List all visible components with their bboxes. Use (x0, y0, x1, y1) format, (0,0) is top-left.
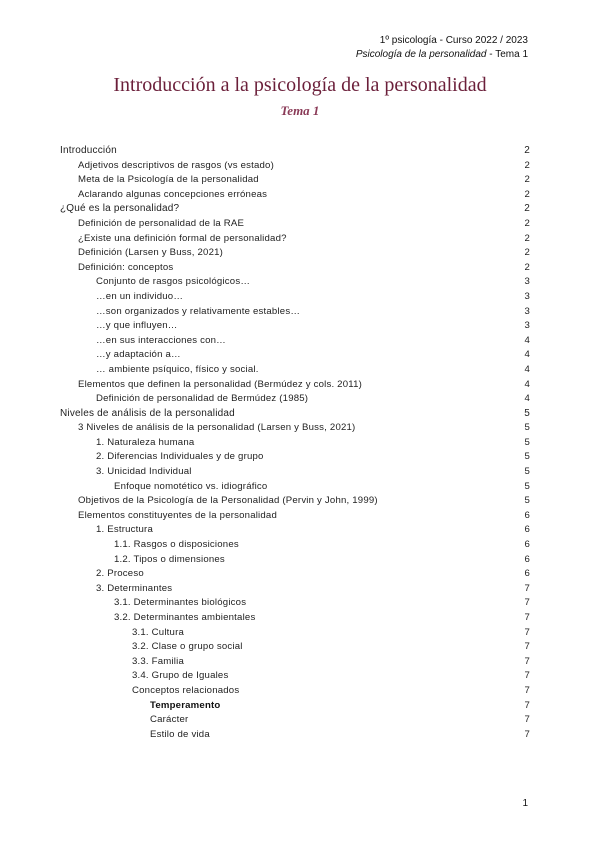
toc-entry-label: Enfoque nomotético vs. idiográfico (114, 480, 268, 492)
toc-entry-label: Temperamento (150, 699, 221, 711)
toc-entry-page: 2 (524, 232, 530, 244)
toc-entry-label: 3. Determinantes (96, 582, 173, 594)
toc-entry[interactable] (60, 509, 530, 524)
toc-entry[interactable] (60, 217, 530, 232)
toc-entry[interactable] (60, 699, 530, 714)
toc-entry-label: …en un individuo… (96, 290, 184, 302)
toc-entry-page: 5 (524, 436, 530, 448)
toc-entry[interactable] (60, 523, 530, 538)
toc-entry[interactable] (60, 640, 530, 655)
toc-entry-label: … ambiente psíquico, físico y social. (96, 363, 259, 375)
toc-entry-page: 3 (524, 276, 530, 288)
toc-entry-label: 1.2. Tipos o dimensiones (114, 553, 225, 565)
toc-entry-page: 5 (524, 451, 530, 463)
toc-entry[interactable] (60, 188, 530, 203)
toc-entry[interactable] (60, 538, 530, 553)
toc-entry[interactable] (60, 596, 530, 611)
toc-entry-page: 2 (524, 247, 530, 259)
toc-entry[interactable] (60, 480, 530, 495)
toc-entry-label: …en sus interacciones con… (96, 334, 226, 346)
page-header (356, 34, 528, 62)
toc-entry-page: 5 (524, 495, 530, 507)
toc-entry-label: 3. Unicidad Individual (96, 466, 192, 478)
toc-entry-page: 2 (524, 159, 530, 171)
toc-entry-label: Elementos que definen la personalidad (Bermúdez y cols. 2011) (78, 378, 363, 390)
toc-entry[interactable] (60, 669, 530, 684)
toc-entry[interactable] (60, 684, 530, 699)
toc-entry-page: 4 (524, 393, 530, 405)
toc-entry-label: ¿Qué es la personalidad? (60, 203, 180, 215)
toc-entry[interactable] (60, 407, 530, 422)
toc-entry-page: 7 (524, 728, 530, 740)
toc-entry-label: Conjunto de rasgos psicológicos… (96, 276, 251, 288)
toc-entry[interactable] (60, 363, 530, 378)
toc-entry-label: 3.4. Grupo de Iguales (132, 670, 229, 682)
table-of-contents (60, 144, 530, 742)
toc-entry[interactable] (60, 392, 530, 407)
toc-entry-page: 6 (524, 539, 530, 551)
toc-entry-label: 1.1. Rasgos o disposiciones (114, 539, 239, 551)
toc-entry-page: 3 (524, 320, 530, 332)
toc-entry[interactable] (60, 655, 530, 670)
toc-entry[interactable] (60, 232, 530, 247)
toc-entry[interactable] (60, 713, 530, 728)
toc-entry-page: 7 (524, 684, 530, 696)
toc-entry-page: 6 (524, 553, 530, 565)
toc-entry[interactable] (60, 348, 530, 363)
toc-entry-page: 7 (524, 612, 530, 623)
toc-entry-page: 7 (524, 582, 530, 594)
toc-entry[interactable] (60, 465, 530, 480)
toc-entry-page: 7 (524, 670, 530, 682)
toc-entry-page: 2 (524, 174, 530, 186)
toc-entry-label: Introducción (60, 145, 117, 156)
topic-suffix: - Tema 1 (486, 49, 528, 60)
toc-entry[interactable] (60, 421, 530, 436)
toc-entry-page: 2 (524, 203, 530, 215)
toc-entry-page: 4 (524, 349, 530, 361)
toc-entry-page: 4 (524, 334, 530, 346)
toc-entry-page: 7 (524, 655, 530, 667)
toc-entry-page: 2 (524, 145, 530, 156)
toc-entry-label: 3.1. Cultura (132, 626, 184, 638)
toc-entry-page: 4 (524, 378, 530, 390)
toc-entry-page: 6 (524, 509, 530, 521)
toc-entry[interactable] (60, 275, 530, 290)
toc-entry-page: 5 (524, 407, 530, 419)
toc-entry-label: …y que influyen… (96, 320, 178, 332)
toc-entry-label: Niveles de análisis de la personalidad (60, 407, 235, 419)
toc-entry-label: 2. Proceso (96, 568, 144, 580)
toc-entry-label: Definición de personalidad de Bermúdez (1985) (96, 393, 309, 405)
toc-entry-page: 2 (524, 217, 530, 229)
toc-entry-page: 5 (524, 480, 530, 492)
toc-entry-label: Aclarando algunas concepciones erróneas (78, 188, 268, 200)
course-line: 1º psicología - Curso 2022 / 2023 (379, 35, 528, 46)
toc-entry-page: 5 (524, 466, 530, 478)
toc-entry-label: Estilo de vida (150, 728, 210, 740)
toc-entry[interactable] (60, 173, 530, 188)
toc-entry[interactable] (60, 319, 530, 334)
toc-entry-page: 7 (524, 699, 530, 711)
toc-entry-label: Elementos constituyentes de la personalidad (78, 509, 277, 521)
toc-entry-page: 2 (524, 188, 530, 200)
toc-entry[interactable] (60, 334, 530, 349)
toc-entry-page: 5 (524, 422, 530, 434)
toc-entry-page: 7 (524, 641, 530, 653)
toc-entry[interactable] (60, 202, 530, 217)
toc-entry-label: 1. Naturaleza humana (96, 436, 195, 448)
toc-entry[interactable] (60, 728, 530, 743)
toc-entry-label: 3.2. Determinantes ambientales (114, 612, 256, 623)
document-title: Introducción a la psicología de la personalidad (113, 74, 487, 96)
toc-entry-label: Definición (Larsen y Buss, 2021) (78, 247, 224, 259)
toc-entry[interactable] (60, 159, 530, 174)
toc-entry-page: 6 (524, 568, 530, 580)
toc-entry[interactable] (60, 611, 530, 626)
toc-entry[interactable] (60, 290, 530, 305)
document-subtitle: Tema 1 (280, 103, 320, 118)
toc-entry[interactable] (60, 246, 530, 261)
toc-entry[interactable] (60, 261, 530, 276)
toc-entry[interactable] (60, 494, 530, 509)
toc-entry[interactable] (60, 436, 530, 451)
toc-entry-page: 3 (524, 290, 530, 302)
subject-name: Psicología de la personalidad (355, 49, 487, 60)
toc-entry-label: 2. Diferencias Individuales y de grupo (96, 451, 264, 463)
toc-entry-label: 3.3. Familia (132, 655, 184, 667)
toc-entry-label: …son organizados y relativamente estables… (96, 305, 301, 317)
toc-entry-label: 3 Niveles de análisis de la personalidad (Larsen y Buss, 2021) (78, 422, 356, 434)
toc-entry-label: 1. Estructura (96, 524, 153, 536)
toc-entry-label: 3.2. Clase o grupo social (132, 641, 243, 653)
toc-entry[interactable] (60, 582, 530, 597)
toc-entry-page: 2 (524, 261, 530, 273)
toc-entry[interactable] (60, 305, 530, 320)
toc-entry[interactable] (60, 144, 530, 159)
toc-entry-label: Meta de la Psicología de la personalidad (78, 174, 259, 186)
toc-entry-label: Adjetivos descriptivos de rasgos (vs estado) (78, 159, 274, 171)
toc-entry-page: 6 (524, 524, 530, 536)
toc-entry[interactable] (60, 450, 530, 465)
subject-line (356, 48, 528, 62)
toc-entry[interactable] (60, 567, 530, 582)
toc-entry-page: 7 (524, 597, 530, 609)
page-number: 1 (522, 798, 528, 809)
toc-entry-label: ¿Existe una definición formal de personalidad? (78, 232, 287, 244)
toc-entry-label: Definición de personalidad de la RAE (78, 217, 245, 229)
toc-entry[interactable] (60, 553, 530, 568)
toc-entry-label: Carácter (150, 714, 189, 726)
toc-entry-label: …y adaptación a… (96, 349, 181, 361)
toc-entry-label: 3.1. Determinantes biológicos (114, 597, 247, 609)
toc-entry-page: 7 (524, 626, 530, 638)
toc-entry-page: 3 (524, 305, 530, 317)
toc-entry-label: Objetivos de la Psicología de la Personalidad (Pervin y John, 1999) (78, 495, 378, 507)
toc-entry-page: 7 (524, 714, 530, 726)
toc-entry-label: Definición: conceptos (78, 261, 174, 273)
toc-entry[interactable] (60, 378, 530, 393)
toc-entry-label: Conceptos relacionados (132, 684, 240, 696)
toc-entry[interactable] (60, 626, 530, 641)
toc-entry-page: 4 (524, 363, 530, 375)
